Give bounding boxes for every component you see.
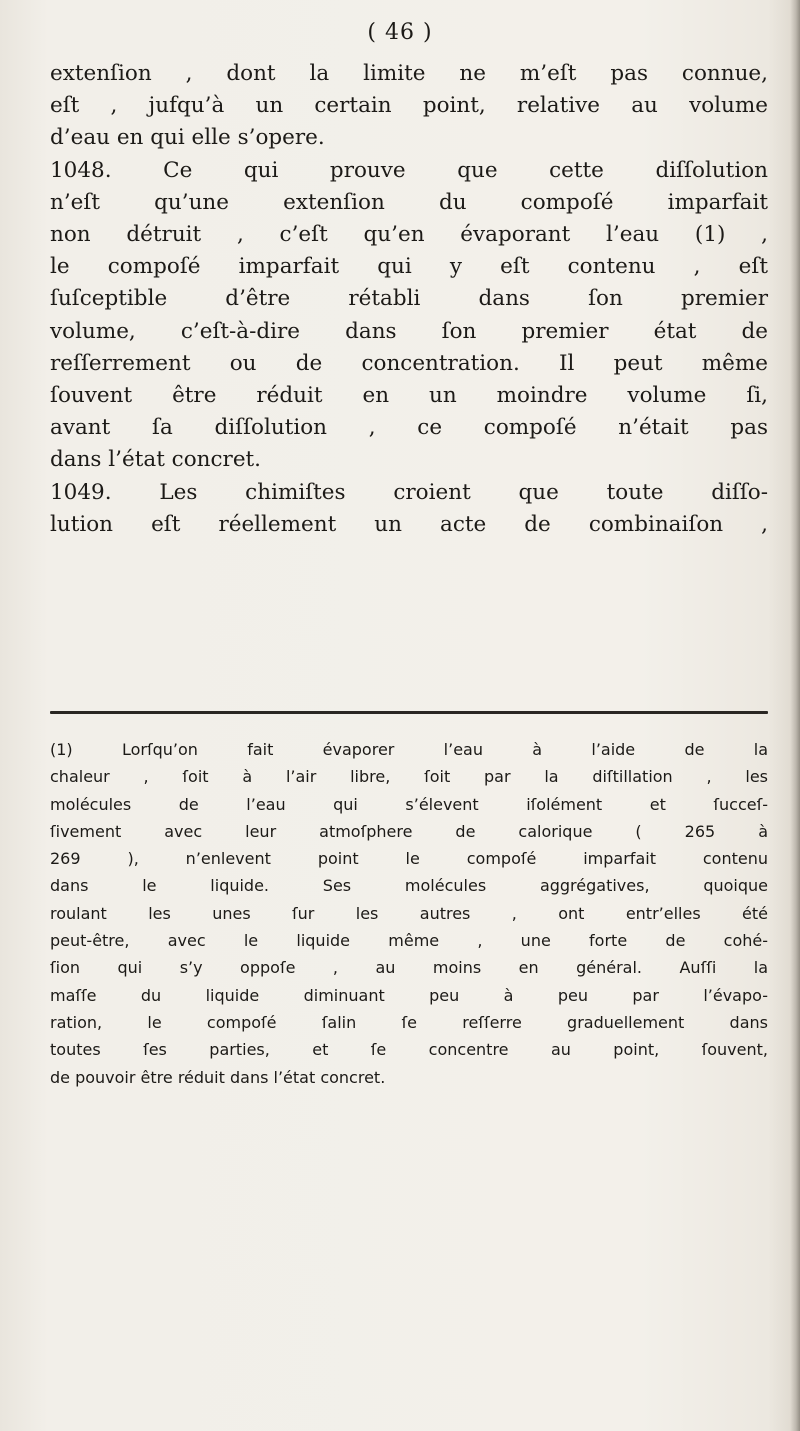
text-line: eſt , jufqu’à un certain point, relative au volume — [50, 93, 768, 119]
footnote-line: molécules de l’eau qui s’élevent iſolément et ſucceſ- — [50, 794, 768, 814]
text-line: lution eſt réellement un acte de combinaiſon , — [50, 511, 768, 537]
page-number: ( 46 ) — [367, 20, 433, 45]
text-line: d’eau en qui elle s’opere. — [50, 125, 325, 151]
footnote-line: dans le liquide. Ses molécules aggrégatives, quoique — [50, 876, 768, 896]
text-line: le compoſé imparfait qui y eſt contenu , eſt — [50, 254, 768, 280]
footnote-line: 269 ), n’enlevent point le compoſé imparfait contenu — [50, 849, 768, 869]
footnote-line: toutes ſes parties, et ſe concentre au point, ſouvent, — [50, 1040, 768, 1060]
footnote-line: chaleur , ſoit à l’air libre, ſoit par la diſtillation , les — [50, 767, 768, 787]
text-line: avant ſa diſſolution , ce compoſé n’était pas — [50, 415, 768, 441]
text-line: non détruit , c’eſt qu’en évaporant l’eau (1) , — [50, 222, 768, 248]
footnote-line: de pouvoir être réduit dans l’état concret. — [50, 1067, 386, 1087]
page-edge-shadow — [790, 0, 800, 1431]
text-line: volume, c’eſt-à-dire dans ſon premier état de — [50, 318, 768, 344]
text-line: extenſion , dont la limite ne m’eſt pas connue, — [50, 61, 768, 86]
text-line: dans l’état concret. — [50, 447, 262, 473]
text-line: n’eſt qu’une extenſion du compoſé imparfait — [50, 189, 768, 215]
text-line: 1049. Les chimiſtes croient que toute diſſo- — [50, 479, 768, 505]
main-text-block — [50, 58, 768, 541]
footnote-line: roulant les unes ſur les autres , ont entr’elles été — [50, 903, 768, 923]
footnote-line: peut-être, avec le liquide même , une forte de cohé- — [50, 931, 768, 951]
footnote-line: ration, le compoſé ſalin ſe reſſerre graduellement dans — [50, 1012, 768, 1032]
text-line: ſuſceptible d’être rétabli dans ſon premier — [50, 286, 768, 312]
footnote-line: ſivement avec leur atmoſphere de calorique ( 265 à — [50, 821, 768, 841]
footnote-line: (1) Lorſqu’on fait évaporer l’eau à l’aide de la — [50, 740, 768, 759]
text-line: 1048. Ce qui prouve que cette diſſolution — [50, 157, 768, 183]
footnote-line: maſſe du liquide diminuant peu à peu par l’évapo- — [50, 985, 768, 1005]
footnote-line: ſion qui s’y oppoſe , au moins en général. Auſſi la — [50, 958, 768, 978]
footnote-separator-rule — [50, 711, 768, 714]
footnote-block — [50, 736, 768, 1091]
text-line: ſouvent être réduit en un moindre volume ſi, — [50, 383, 768, 409]
text-line: reſſerrement ou de concentration. Il peut même — [50, 350, 768, 376]
